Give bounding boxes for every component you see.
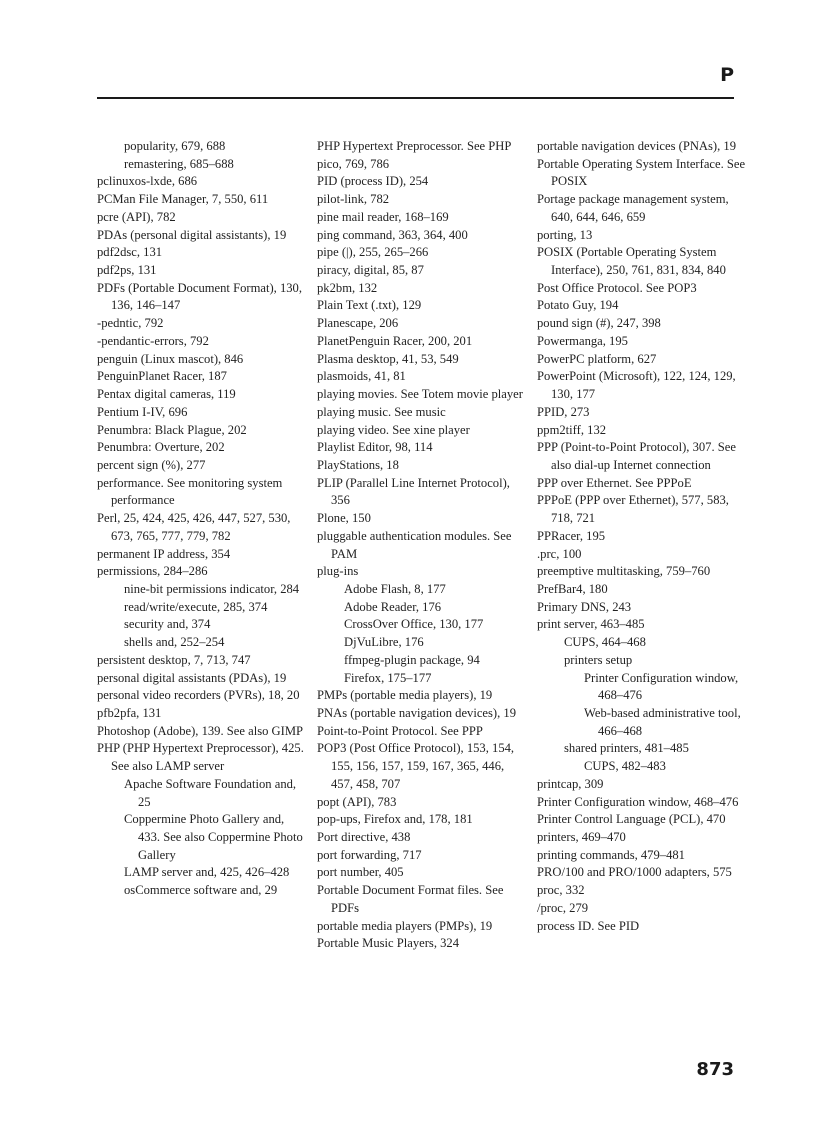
index-entry: PPRacer, 195 <box>537 528 606 543</box>
index-entry: Post Office Protocol. See POP3 <box>537 280 697 295</box>
index-subentry: ffmpeg-plugin package, 94 <box>344 652 480 667</box>
index-entry: pluggable authentication modules. See PAM <box>317 528 512 561</box>
index-entry: permissions, 284–286 <box>97 564 208 579</box>
index-entry: pound sign (#), 247, 398 <box>537 316 661 331</box>
index-entry: printcap, 309 <box>537 776 604 791</box>
index-entry: Playlist Editor, 98, 114 <box>317 440 433 455</box>
index-subentry: Firefox, 175–177 <box>344 670 432 685</box>
index-entry: PNAs (portable navigation devices), 19 <box>317 706 517 720</box>
index-entry: pdf2dsc, 131 <box>97 245 163 260</box>
index-entry: personal digital assistants (PDAs), 19 <box>97 670 287 685</box>
index-entry: PowerPoint (Microsoft), 122, 124, 129, 130, 177 <box>537 369 736 402</box>
index-entry: pipe (|), 255, 265–266 <box>317 245 429 260</box>
index-entry: pilot-link, 782 <box>317 192 390 207</box>
index-entry: pfb2pfa, 131 <box>97 706 162 720</box>
index-subentry: LAMP server and, 425, 426–428 <box>124 865 290 880</box>
index-subentry: printers setup <box>564 652 633 667</box>
index-entry: pine mail reader, 168–169 <box>317 209 449 224</box>
index-subentry: shared printers, 481–485 <box>564 741 689 756</box>
index-entry: PPID, 273 <box>537 404 590 419</box>
index-entry: PHP (PHP Hypertext Preprocessor), 425. See also LAMP server <box>97 741 304 774</box>
index-entry: /proc, 279 <box>537 900 589 915</box>
index-entry: porting, 13 <box>537 227 593 242</box>
index-subentry: osCommerce software and, 29 <box>124 883 278 898</box>
index-entry: PCMan File Manager, 7, 550, 611 <box>97 192 269 207</box>
index-entry: penguin (Linux mascot), 846 <box>97 351 244 366</box>
index-entry: print server, 463–485 <box>537 617 645 632</box>
section-letter: P <box>720 64 734 86</box>
index-subentry: shells and, 252–254 <box>124 635 225 650</box>
index-entry: performance. See monitoring system performance <box>97 475 283 508</box>
index-subentry: nine-bit permissions indicator, 284 <box>124 581 300 596</box>
index-entry: printing commands, 479–481 <box>537 847 685 862</box>
index-entry: PRO/100 and PRO/1000 adapters, 575 <box>537 865 732 880</box>
index-entry: playing music. See music <box>317 404 446 419</box>
header-rule <box>97 97 734 99</box>
index-entry: piracy, digital, 85, 87 <box>317 263 424 278</box>
index-entry: persistent desktop, 7, 713, 747 <box>97 652 251 667</box>
index-entry: plasmoids, 41, 81 <box>317 369 406 384</box>
index-subentry: Coppermine Photo Gallery and, 433. See also Coppermine Photo Gallery <box>124 812 303 862</box>
index-entry: Perl, 25, 424, 425, 426, 447, 527, 530, 673, 765, 777, 779, 782 <box>97 511 291 543</box>
index-entry: Port directive, 438 <box>317 830 411 845</box>
index-entry: PDAs (personal digital assistants), 19 <box>97 227 287 242</box>
index-entry: proc, 332 <box>537 883 585 898</box>
index-entry: pclinuxos-lxde, 686 <box>97 174 198 189</box>
index-entry: PlayStations, 18 <box>317 457 399 472</box>
index-entry: process ID. See PID <box>537 918 640 933</box>
index-entry: Primary DNS, 243 <box>537 599 632 614</box>
index-entry: PHP Hypertext Preprocessor. See PHP <box>317 139 512 153</box>
index-entry: Portable Music Players, 324 <box>317 936 460 951</box>
index-entry: Plasma desktop, 41, 53, 549 <box>317 351 459 366</box>
index-entry: PrefBar4, 180 <box>537 581 608 596</box>
index-column-2 <box>317 138 527 953</box>
index-entry: ppm2tiff, 132 <box>537 422 607 437</box>
index-entry: Point-to-Point Protocol. See PPP <box>317 723 483 738</box>
index-entry: PDFs (Portable Document Format), 130, 136, 146–147 <box>97 280 302 313</box>
index-entry: Printer Configuration window, 468–476 <box>537 794 739 809</box>
index-column-3 <box>537 138 747 935</box>
index-entry: port number, 405 <box>317 865 404 880</box>
index-entry: Portable Document Format files. See PDFs <box>317 883 504 915</box>
index-entry: Pentium I-IV, 696 <box>97 404 188 419</box>
index-subentry: Adobe Flash, 8, 177 <box>344 581 446 596</box>
index-subentry: Printer Configuration window, 468–476 <box>584 670 739 703</box>
index-entry: pop-ups, Firefox and, 178, 181 <box>317 812 473 827</box>
index-entry: PLIP (Parallel Line Internet Protocol), 356 <box>317 475 510 508</box>
index-entry: ping command, 363, 364, 400 <box>317 227 468 242</box>
index-entry: POSIX (Portable Operating System Interface), 250, 761, 831, 834, 840 <box>537 245 726 278</box>
index-entry: plug-ins <box>317 564 359 579</box>
index-entry: -pedntic, 792 <box>97 316 164 331</box>
index-entry: permanent IP address, 354 <box>97 546 231 561</box>
index-entry: PPP over Ethernet. See PPPoE <box>537 475 692 490</box>
index-entry: Portable Operating System Interface. See POSIX <box>537 156 746 189</box>
index-entry: Penumbra: Black Plague, 202 <box>97 422 247 437</box>
index-entry: portable navigation devices (PNAs), 19 <box>537 139 737 153</box>
index-entry: printers, 469–470 <box>537 830 626 845</box>
index-subentry: popularity, 679, 688 <box>124 139 226 153</box>
page-number: 873 <box>696 1059 734 1080</box>
index-entry: personal video recorders (PVRs), 18, 20 <box>97 688 300 703</box>
index-subentry: Apache Software Foundation and, 25 <box>124 776 297 809</box>
index-entry: POP3 (Post Office Protocol), 153, 154, 155, 156, 157, 159, 167, 365, 446, 457, 458, 707 <box>317 741 515 791</box>
index-subentry: CUPS, 464–468 <box>564 635 646 650</box>
index-entry: Plone, 150 <box>317 511 371 526</box>
index-entry: portable media players (PMPs), 19 <box>317 918 493 933</box>
index-subentry: DjVuLibre, 176 <box>344 635 424 650</box>
index-entry: pdf2ps, 131 <box>97 263 157 278</box>
index-entry: Powermanga, 195 <box>537 333 628 348</box>
index-entry: pcre (API), 782 <box>97 209 176 224</box>
index-entry: pk2bm, 132 <box>317 280 378 295</box>
index-entry: Printer Control Language (PCL), 470 <box>537 812 726 827</box>
index-entry: PowerPC platform, 627 <box>537 351 657 366</box>
index-subentry: remastering, 685–688 <box>124 156 234 171</box>
index-entry: PID (process ID), 254 <box>317 174 429 189</box>
index-entry: port forwarding, 717 <box>317 847 422 862</box>
index-entry: PPPoE (PPP over Ethernet), 577, 583, 718, 721 <box>537 493 729 526</box>
index-entry: Pentax digital cameras, 119 <box>97 387 236 402</box>
index-entry: percent sign (%), 277 <box>97 457 206 472</box>
index-entry: Penumbra: Overture, 202 <box>97 440 225 455</box>
index-entry: Photoshop (Adobe), 139. See also GIMP <box>97 723 304 738</box>
index-entry: .prc, 100 <box>537 546 582 561</box>
index-entry: PlanetPenguin Racer, 200, 201 <box>317 333 473 348</box>
index-entry: pico, 769, 786 <box>317 156 390 171</box>
index-entry: -pendantic-errors, 792 <box>97 333 209 348</box>
index-column-1 <box>97 138 307 900</box>
index-entry: playing movies. See Totem movie player <box>317 387 523 402</box>
index-subentry: CUPS, 482–483 <box>584 759 666 774</box>
index-entry: preemptive multitasking, 759–760 <box>537 564 711 579</box>
index-entry: Potato Guy, 194 <box>537 298 619 313</box>
index-entry: Plain Text (.txt), 129 <box>317 298 422 313</box>
index-entry: Portage package management system, 640, 644, 646, 659 <box>537 192 729 224</box>
index-subentry: read/write/execute, 285, 374 <box>124 599 268 614</box>
index-subentry: Web-based administrative tool, 466–468 <box>584 706 741 738</box>
index-entry: PPP (Point-to-Point Protocol), 307. See also dial-up Internet connection <box>537 440 736 472</box>
index-entry: PMPs (portable media players), 19 <box>317 688 493 703</box>
index-subentry: CrossOver Office, 130, 177 <box>344 617 484 632</box>
index-subentry: Adobe Reader, 176 <box>344 599 442 614</box>
index-entry: playing video. See xine player <box>317 422 470 437</box>
index-entry: Planescape, 206 <box>317 316 399 331</box>
index-entry: PenguinPlanet Racer, 187 <box>97 369 227 384</box>
index-subentry: security and, 374 <box>124 617 211 632</box>
index-entry: popt (API), 783 <box>317 794 397 809</box>
